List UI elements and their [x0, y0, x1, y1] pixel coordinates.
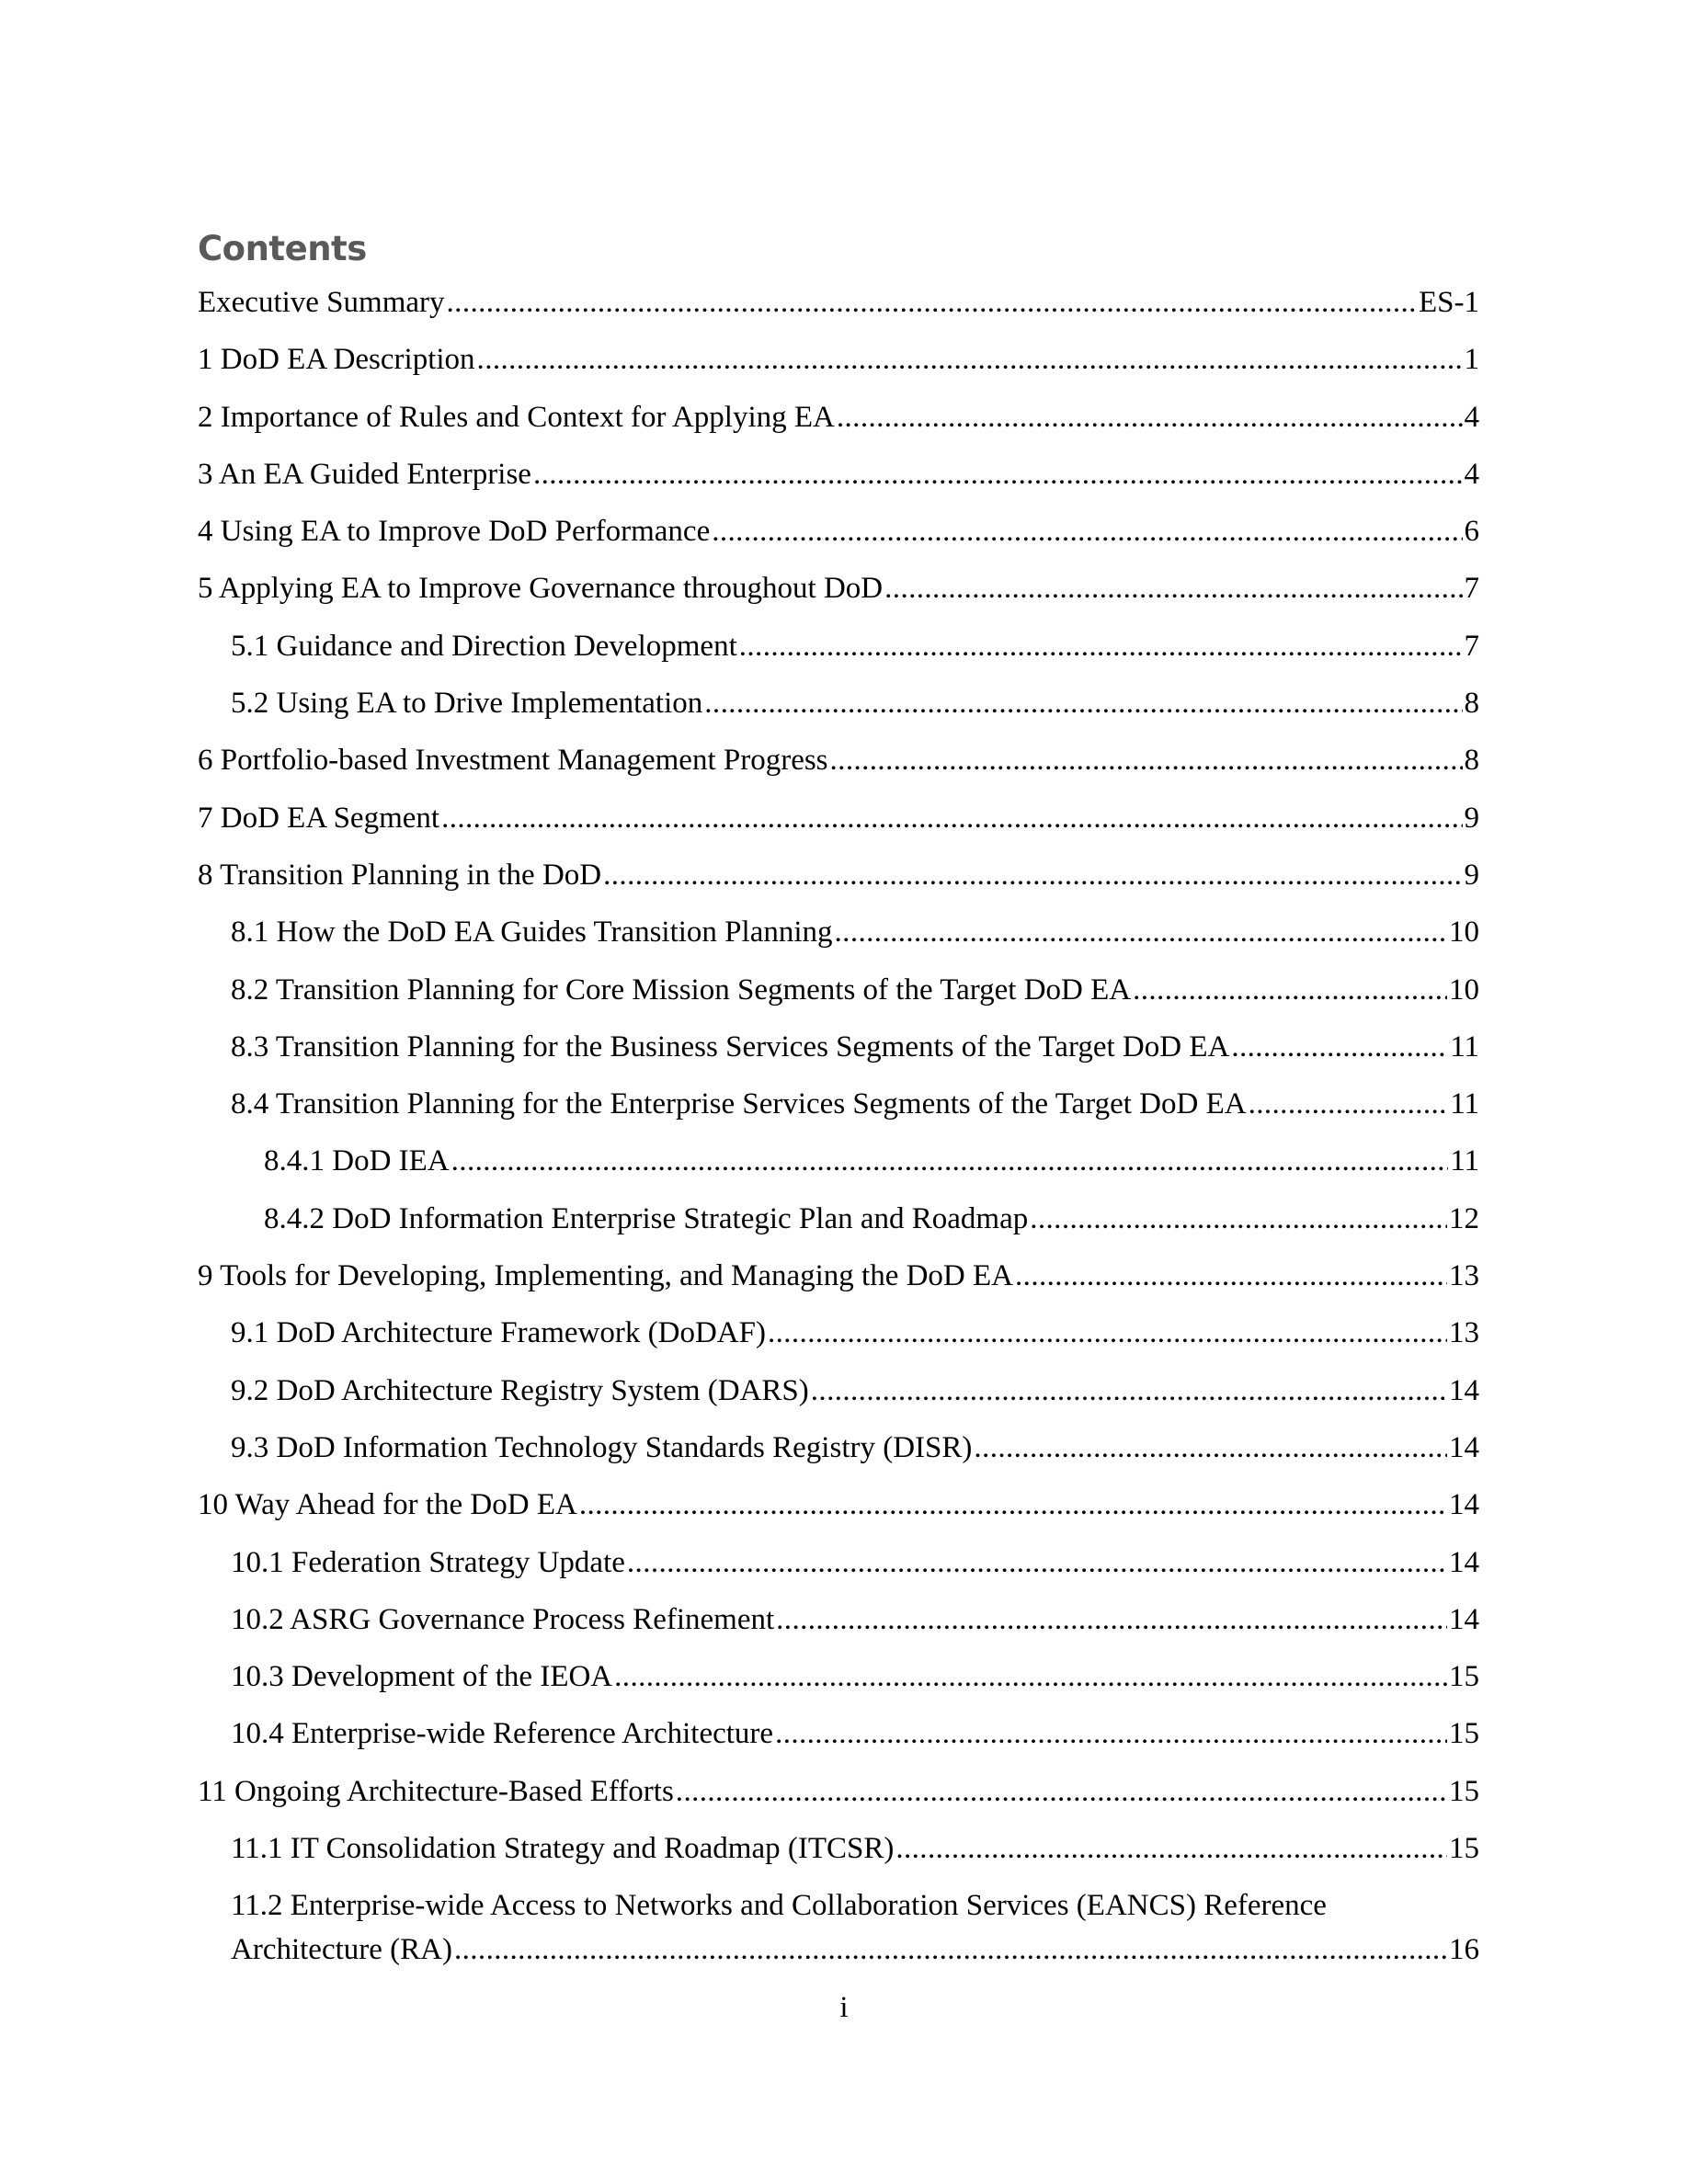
toc-entry-label: 8.4.2 DoD Information Enterprise Strategic Plan and Roadmap — [264, 1201, 1029, 1235]
dot-leader — [775, 1712, 1447, 1756]
toc-entry[interactable] — [198, 1598, 1479, 1642]
dot-leader — [811, 1369, 1447, 1413]
toc-entry[interactable] — [198, 566, 1479, 610]
toc-entry[interactable] — [198, 509, 1479, 553]
toc-entry[interactable] — [198, 910, 1479, 954]
toc-entry-page-number: 10 — [1449, 973, 1479, 1007]
toc-entry-page-number: 9 — [1464, 858, 1479, 892]
toc-entry[interactable] — [198, 853, 1479, 897]
toc-entry-label: 8.4.1 DoD IEA — [264, 1144, 450, 1178]
dot-leader — [627, 1541, 1447, 1585]
toc-entry-label: 11.1 IT Consolidation Strategy and Roadmap (ITCSR) — [231, 1832, 895, 1866]
dot-leader — [835, 910, 1447, 954]
toc-entry-page-number: 14 — [1449, 1373, 1479, 1407]
toc-entry-label: 9.2 DoD Architecture Registry System (DARS) — [231, 1373, 809, 1407]
toc-entry[interactable] — [198, 1197, 1479, 1241]
dot-leader — [884, 566, 1462, 610]
dot-leader — [451, 1139, 1449, 1183]
dot-leader — [768, 1311, 1447, 1355]
dot-leader — [1015, 1254, 1447, 1298]
toc-entry-label: 2 Importance of Rules and Context for Applying EA — [198, 400, 835, 434]
toc-entry-page-number: 11 — [1450, 1144, 1479, 1178]
dot-leader — [1231, 1025, 1448, 1069]
toc-entry-page-number: 14 — [1449, 1430, 1479, 1464]
toc-heading: Contents — [198, 229, 367, 268]
toc-entry[interactable] — [198, 1426, 1479, 1470]
toc-entry[interactable] — [198, 681, 1479, 725]
dot-leader — [837, 395, 1463, 439]
dot-leader — [533, 452, 1463, 496]
toc-entry[interactable] — [198, 1025, 1479, 1069]
toc-entry[interactable] — [198, 1712, 1479, 1756]
toc-entry-label: 8.4 Transition Planning for the Enterprise Services Segments of the Target DoD EA — [231, 1087, 1247, 1121]
toc-entry-label: 1 DoD EA Description — [198, 343, 475, 377]
toc-entry-page-number: 15 — [1449, 1660, 1479, 1694]
toc-entry-label: 10 Way Ahead for the DoD EA — [198, 1488, 577, 1522]
toc-entry-label: 11.2 Enterprise-wide Access to Networks and Collaboration Services (EANCS) Reference — [231, 1889, 1327, 1923]
dot-leader — [776, 1598, 1447, 1642]
dot-leader — [1249, 1082, 1449, 1126]
toc-entry[interactable] — [198, 1369, 1479, 1413]
toc-entry-label: 8.1 How the DoD EA Guides Transition Planning — [231, 916, 833, 950]
toc-entry-label: 10.2 ASRG Governance Process Refinement — [231, 1602, 775, 1636]
toc-entry-11-2[interactable] — [198, 1883, 1479, 1972]
dot-leader — [1133, 968, 1447, 1012]
toc-entry-page-number: 14 — [1449, 1488, 1479, 1522]
toc-entry-page-number: 14 — [1449, 1602, 1479, 1636]
dot-leader — [603, 853, 1462, 897]
dot-leader — [739, 624, 1463, 668]
toc-entry-label: 9 Tools for Developing, Implementing, and Managing the DoD EA — [198, 1259, 1014, 1293]
toc-entry[interactable] — [198, 738, 1479, 782]
toc-entry-label-continued: Architecture (RA) — [231, 1933, 452, 1967]
toc-entry[interactable] — [198, 1655, 1479, 1699]
toc-entry[interactable] — [198, 624, 1479, 668]
dot-leader — [447, 280, 1417, 324]
toc-entry[interactable] — [198, 796, 1479, 840]
toc-entry-label: 9.3 DoD Information Technology Standards Registry (DISR) — [231, 1430, 973, 1464]
toc-entry-page-number: 13 — [1449, 1259, 1479, 1293]
toc-entry-label: 5.1 Guidance and Direction Development — [231, 629, 737, 663]
dot-leader — [712, 509, 1462, 553]
toc-entry-page-number: 7 — [1464, 572, 1479, 606]
toc-entry-page-number: 7 — [1464, 629, 1479, 663]
toc-entry-label: 5 Applying EA to Improve Governance throughout DoD — [198, 572, 884, 606]
toc-entry-page-number: 11 — [1450, 1087, 1479, 1121]
dot-leader — [974, 1426, 1447, 1470]
dot-leader — [477, 337, 1463, 381]
dot-leader — [441, 796, 1462, 840]
toc-entry[interactable] — [198, 1254, 1479, 1298]
dot-leader — [579, 1483, 1447, 1527]
toc-entry-page-number: 12 — [1449, 1201, 1479, 1235]
toc-entry-label: 10.1 Federation Strategy Update — [231, 1545, 625, 1579]
toc-entry-page-number: 9 — [1464, 801, 1479, 835]
toc-entry-label: 5.2 Using EA to Drive Implementation — [231, 687, 703, 721]
dot-leader — [454, 1928, 1447, 1972]
toc-entry-label: 9.1 DoD Architecture Framework (DoDAF) — [231, 1316, 766, 1350]
dot-leader — [676, 1769, 1447, 1814]
toc-entry-page-number: 16 — [1449, 1933, 1479, 1967]
toc-entry[interactable] — [198, 395, 1479, 439]
toc-entry-page-number: 8 — [1464, 687, 1479, 721]
toc-entry-page-number: 4 — [1464, 457, 1479, 491]
toc-entry-label: 8 Transition Planning in the DoD — [198, 858, 602, 892]
dot-leader — [614, 1655, 1447, 1699]
toc-entry-page-number: 14 — [1449, 1545, 1479, 1579]
toc-entry-label: 10.4 Enterprise-wide Reference Architecture — [231, 1717, 774, 1751]
toc-entry[interactable] — [198, 280, 1479, 324]
table-of-contents — [198, 280, 1479, 1985]
toc-entry-label: 7 DoD EA Segment — [198, 801, 440, 835]
toc-entry-page-number: 6 — [1464, 515, 1479, 549]
toc-entry[interactable] — [198, 968, 1479, 1012]
toc-entry-page-number: 15 — [1449, 1717, 1479, 1751]
toc-entry[interactable] — [198, 1139, 1479, 1183]
toc-entry-label: 11 Ongoing Architecture-Based Efforts — [198, 1774, 674, 1808]
toc-entry-page-number: 1 — [1464, 343, 1479, 377]
toc-entry[interactable] — [198, 1311, 1479, 1355]
dot-leader — [1030, 1197, 1447, 1241]
dot-leader — [704, 681, 1462, 725]
toc-entry-page-number: 8 — [1464, 744, 1479, 778]
toc-entry-page-number: 11 — [1450, 1029, 1479, 1064]
toc-entry-page-number: 15 — [1449, 1832, 1479, 1866]
toc-entry-label: Executive Summary — [198, 286, 445, 319]
toc-entry[interactable] — [198, 337, 1479, 381]
toc-entry[interactable] — [198, 1483, 1479, 1527]
dot-leader — [830, 738, 1463, 782]
toc-entry-page-number: 13 — [1449, 1316, 1479, 1350]
toc-entry-page-number: 10 — [1449, 916, 1479, 950]
toc-entry[interactable] — [198, 1541, 1479, 1585]
toc-entry-label: 6 Portfolio-based Investment Management Progress — [198, 744, 828, 778]
toc-entry-label: 10.3 Development of the IEOA — [231, 1660, 613, 1694]
toc-entry-label: 4 Using EA to Improve DoD Performance — [198, 515, 711, 549]
toc-entry[interactable] — [198, 1082, 1479, 1126]
dot-leader — [895, 1826, 1447, 1871]
page-number: i — [839, 1991, 849, 2024]
toc-entry[interactable] — [198, 452, 1479, 496]
toc-entry-page-number: ES-1 — [1419, 286, 1479, 319]
toc-entry-label: 3 An EA Guided Enterprise — [198, 457, 531, 491]
toc-entry[interactable] — [198, 1769, 1479, 1814]
toc-entry-page-number: 4 — [1464, 400, 1479, 434]
toc-entry-label: 8.2 Transition Planning for Core Mission Segments of the Target DoD EA — [231, 973, 1132, 1007]
toc-entry[interactable] — [198, 1826, 1479, 1871]
toc-entry-label: 8.3 Transition Planning for the Business Services Segments of the Target DoD EA — [231, 1029, 1230, 1064]
toc-entry-page-number: 15 — [1449, 1774, 1479, 1808]
